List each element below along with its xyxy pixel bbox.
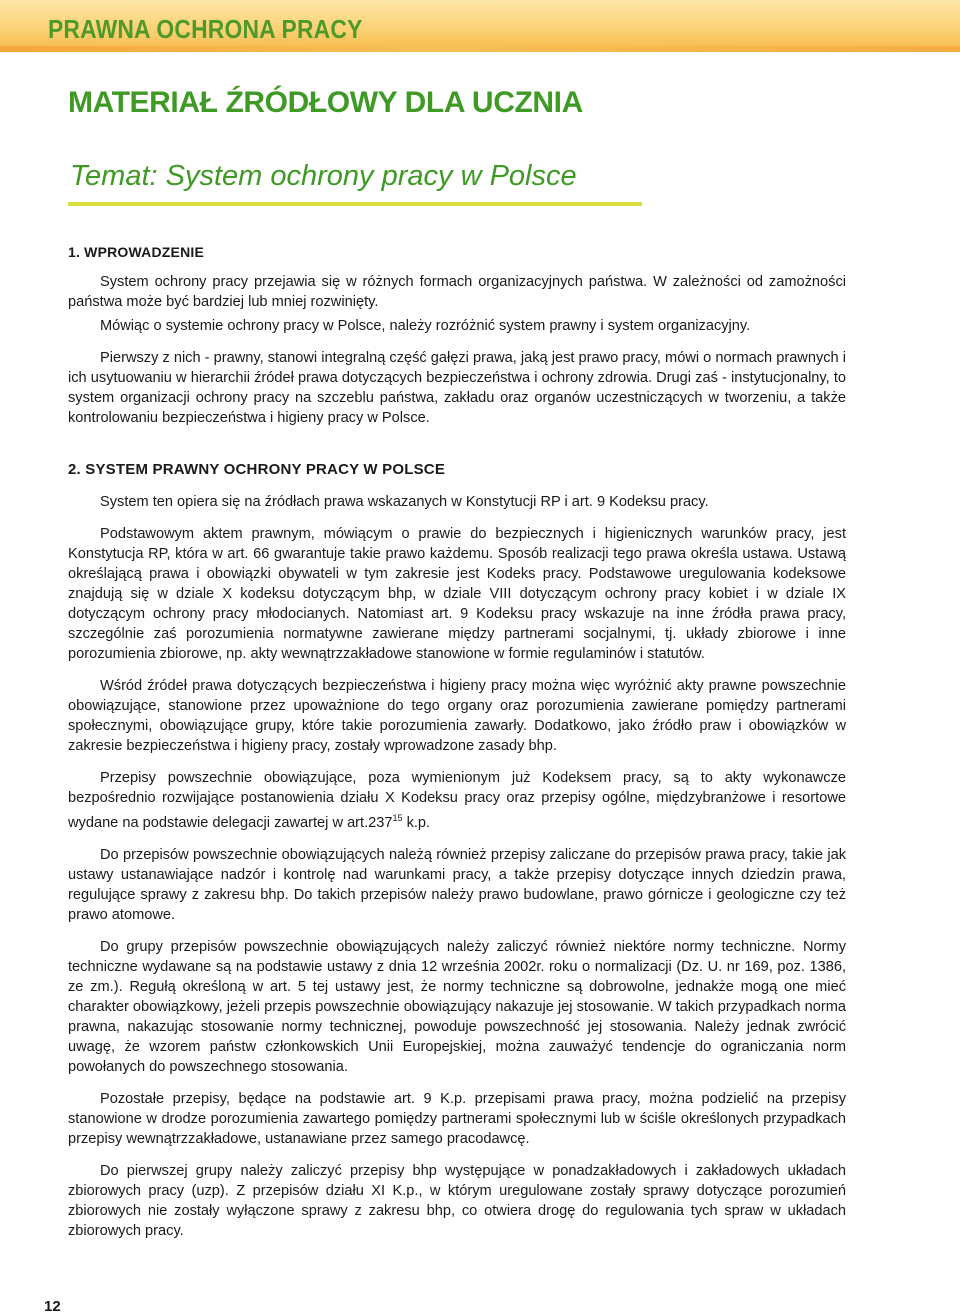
page-number: 12	[44, 1298, 61, 1315]
paragraph: System ochrony pracy przejawia się w różnych formach organizacyjnych państwa. W zależności od zamożności państwa może być bardziej lub mniej rozwinięty.	[68, 274, 846, 310]
paragraph: System ten opiera się na źródłach prawa wskazanych w Konstytucji RP i art. 9 Kodeksu pracy.	[100, 494, 709, 510]
paragraph: Do pierwszej grupy należy zaliczyć przepisy bhp występujące w ponadzakładowych i zakładowych układach zbiorowych pracy (uzp). Z przepisów działu XI K.p., w którym uregulowane zostały sprawy dotyczące porozumień zbiorowych nie zostały wyłączone sprawy z zakresu bhp, co otwiera drogę do regulowania tych spraw w układach zbiorowych pracy.	[68, 1162, 846, 1239]
body-content	[68, 242, 846, 1253]
paragraph: Wśród źródeł prawa dotyczących bezpieczeństwa i higieny pracy można więc wyróżnić akty prawne powszechnie obowiązujące, stanowione przez upoważnione do tego organy oraz porozumienia zawierane pomiędzy partnerami społecznymi, obowiązujące grupy, które takie porozumienia zawarły. Dodatkowo, jako źródło praw i obowiązków w zakresie bezpieczeństwa i higieny pracy, zostały wprowadzone zasady bhp.	[68, 678, 846, 754]
paragraph: Do grupy przepisów powszechnie obowiązujących należy zaliczyć również niektóre normy techniczne. Normy techniczne wydawane są na podstawie ustawy z dnia 12 września 2002r. roku o normalizacji (Dz. U. nr 169, poz. 1386, ze zm.). Regułą określoną w art. 5 tej ustawy jest, że normy techniczne są dobrowolne, jednakże mogą one mieć charakter obowiązkowy, jeżeli przepis powszechnie obowiązujący nakazuje jej stosowanie. W takich przypadkach norma prawna, nakazując stosowanie normy technicznej, powoduje powszechność jej stosowania. Należy jednak zwrócić uwagę, że wzorem państw członkowskich Unii Europejskiej, można zauważyć tendencje do ograniczania norm powołanych do powszechnego stosowania.	[68, 938, 846, 1075]
paragraph: Do przepisów powszechnie obowiązujących należą również przepisy zaliczane do przepisów prawa pracy, takie jak ustawy ustanawiające nadzór i kontrolę nad warunkami pracy, a także przepisy dotyczące innych dziedzin prawa, regulujące sprawy z zakresu bhp. Do takich przepisów należy prawo budowlane, prawo górnicze i geologiczne czy też prawo atomowe.	[68, 846, 846, 923]
paragraph-with-footnote	[68, 768, 846, 833]
article-superscript: 15	[392, 813, 403, 823]
document-title: MATERIAŁ ŹRÓDŁOWY DLA UCZNIA	[68, 86, 583, 119]
section-heading-legal-system: 2. SYSTEM PRAWNY OCHRONY PRACY W POLSCE	[68, 461, 446, 478]
article-suffix: k.p.	[402, 814, 431, 831]
running-header-title: PRAWNA OCHRONA PRACY	[48, 14, 363, 44]
paragraph: Mówiąc o systemie ochrony pracy w Polsce, należy rozróżnić system prawny i system organizacyjny.	[100, 318, 751, 334]
paragraph-text: Przepisy powszechnie obowiązujące, poza wymienionym już Kodeksem pracy, są to akty wykonawcze bezpośrednio rozwijające postanowienia działu X Kodeksu pracy oraz przepisy ogólne, międzybranżowe i resortowe wydane na podstawie delegacji zawartej w art.237	[68, 770, 846, 831]
topic-underline	[68, 202, 642, 206]
section-heading-introduction: 1. WPROWADZENIE	[68, 244, 205, 260]
topic-heading: Temat: System ochrony pracy w Polsce	[70, 160, 577, 192]
paragraph: Pierwszy z nich - prawny, stanowi integralną część gałęzi prawa, jaką jest prawo pracy, mówi o normach prawnych i ich usytuowaniu w hierarchii źródeł prawa dotyczących bezpieczeństwa i ochrony zdrowia. Drugi zaś - instytucjonalny, to system organizacji ochrony pracy na szczeblu państwa, zakładu oraz organów uczestniczących w tworzeniu, a także kontrolowaniu bezpieczeństwa i higieny pracy w Polsce.	[68, 350, 846, 426]
paragraph: Podstawowym aktem prawnym, mówiącym o prawie do bezpiecznych i higienicznych warunków pracy, jest Konstytucja RP, która w art. 66 gwarantuje takie prawo każdemu. Sposób realizacji tego prawa określa ustawa. Ustawą określającą prawa i obowiązki obywateli w tym zakresie jest Kodeks pracy. Podstawowe uregulowania kodeksowe znajdują się w dziale X kodeksu dotyczącym bhp, w dziale VIII dotyczącym ochrony pracy kobiet i w dziale IX dotyczącym ochrony pracy młodocianych. Natomiast art. 9 Kodeksu pracy wskazuje na inne źródła prawa pracy, szczególnie zaś porozumienia normatywne zawierane między partnerami socjalnymi, tj. układy zbiorowe i inne porozumienia zbiorowe, np. akty wewnątrzzakładowe stanowione w formie regulaminów i statutów.	[68, 526, 846, 662]
paragraph: Pozostałe przepisy, będące na podstawie art. 9 K.p. przepisami prawa pracy, można podzielić na przepisy stanowione w drodze porozumienia zawartego pomiędzy partnerami społecznymi lub w ściśle określonych przypadkach przepisy wewnątrzzakładowe, ustanawiane przez samego pracodawcę.	[68, 1090, 846, 1147]
